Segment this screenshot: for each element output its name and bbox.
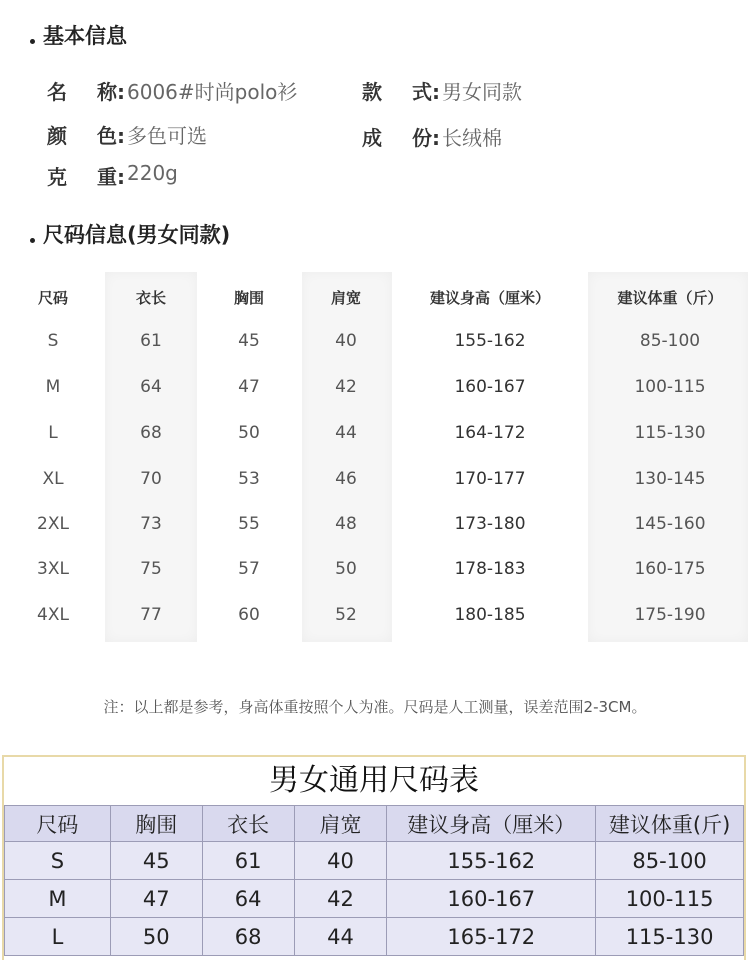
size-table-cell: 178-183	[454, 559, 526, 579]
size-table-header: 胸围	[233, 289, 265, 307]
size-table-cell: 48	[335, 514, 357, 534]
size-table-header: 肩宽	[330, 289, 362, 307]
general-table-cell: 165-172	[387, 918, 596, 956]
size-table-cell: 70	[140, 469, 162, 489]
general-table-cell: 40	[294, 842, 387, 880]
size-table-cell: 68	[140, 423, 162, 443]
size-table-cell: 40	[335, 331, 357, 351]
size-table-header: 尺码	[37, 289, 69, 307]
size-table-cell: 45	[238, 331, 260, 351]
size-table-cell: 160-167	[454, 377, 526, 397]
general-table-cell: 68	[202, 918, 294, 956]
size-table-cell: 180-185	[454, 605, 526, 625]
size-table-cell: S	[47, 331, 59, 351]
general-table-cell: 42	[294, 880, 387, 918]
basic-info-title: 基本信息	[30, 20, 127, 50]
size-table-cell: 42	[335, 377, 357, 397]
size-table-cell: 52	[335, 605, 357, 625]
general-table-cell: 85-100	[596, 842, 744, 880]
table-row	[5, 880, 744, 918]
size-table-cell: 170-177	[454, 469, 526, 489]
size-table-cell: 100-115	[634, 377, 706, 397]
column-stripe	[588, 272, 748, 642]
size-table-cell: 46	[335, 469, 357, 489]
size-table-cell: 145-160	[634, 514, 706, 534]
size-table-cell: 57	[238, 559, 260, 579]
general-table-header-row	[5, 806, 744, 842]
general-table-cell: M	[5, 880, 111, 918]
size-table-cell: 53	[238, 469, 260, 489]
size-table-header: 建议体重（斤）	[617, 289, 723, 307]
label-material: 成 份:	[362, 126, 440, 150]
size-table-cell: XL	[42, 469, 64, 489]
general-table-cell: 50	[110, 918, 202, 956]
value-style: 男女同款	[442, 80, 522, 104]
general-table-cell: 47	[110, 880, 202, 918]
label-weight: 克 重:	[47, 165, 125, 189]
table-row	[5, 842, 744, 880]
size-table-cell: 50	[335, 559, 357, 579]
size-table-cell: 85-100	[639, 331, 701, 351]
general-size-table	[2, 755, 746, 960]
general-table-header: 胸围	[110, 806, 202, 842]
value-weight: 220g	[127, 161, 178, 185]
value-name: 6006#时尚polo衫	[127, 80, 298, 104]
size-table-cell: 64	[140, 377, 162, 397]
size-table-cell: 50	[238, 423, 260, 443]
general-table-cell: 61	[202, 842, 294, 880]
label-name: 名 称:	[47, 80, 125, 104]
general-table-header: 肩宽	[294, 806, 387, 842]
column-stripe	[105, 272, 197, 642]
general-table-cell: 100-115	[596, 880, 744, 918]
size-table-cell: 115-130	[634, 423, 706, 443]
general-table-cell: 115-130	[596, 918, 744, 956]
size-table-cell: 44	[335, 423, 357, 443]
general-table-header: 尺码	[5, 806, 111, 842]
size-table-cell: 60	[238, 605, 260, 625]
size-table-cell: 173-180	[454, 514, 526, 534]
label-style: 款 式:	[362, 80, 440, 104]
size-table-cell: L	[48, 423, 58, 443]
size-table-cell: 73	[140, 514, 162, 534]
general-table-cell: 160-167	[387, 880, 596, 918]
general-table-cell: 44	[294, 918, 387, 956]
size-table-cell: 155-162	[454, 331, 526, 351]
size-table-cell: 47	[238, 377, 260, 397]
general-table-title: 男女通用尺码表	[4, 757, 744, 805]
general-table-cell: 155-162	[387, 842, 596, 880]
size-table-cell: 2XL	[37, 514, 69, 534]
size-table-cell: 130-145	[634, 469, 706, 489]
value-material: 长绒棉	[442, 126, 502, 150]
size-table-cell: M	[45, 377, 61, 397]
size-table-header: 建议身高（厘米）	[429, 289, 551, 307]
size-table-cell: 164-172	[454, 423, 526, 443]
size-table-cell: 55	[238, 514, 260, 534]
bullet-dot-icon	[30, 39, 35, 44]
size-note: 注：以上都是参考，身高体重按照个人为准。尺码是人工测量，误差范围2-3CM。	[103, 698, 647, 716]
size-table-cell: 4XL	[37, 605, 69, 625]
general-table-cell: 45	[110, 842, 202, 880]
size-table-cell: 160-175	[634, 559, 706, 579]
general-table-cell: 64	[202, 880, 294, 918]
general-table-header: 建议体重(斤)	[596, 806, 744, 842]
size-info-title: 尺码信息(男女同款)	[30, 219, 230, 249]
general-size-grid	[4, 805, 744, 956]
size-table-cell: 61	[140, 331, 162, 351]
size-table-cell: 3XL	[37, 559, 69, 579]
size-table-cell: 175-190	[634, 605, 706, 625]
value-color: 多色可选	[127, 124, 207, 148]
bullet-dot-icon	[30, 238, 35, 243]
general-table-cell: S	[5, 842, 111, 880]
general-table-cell: L	[5, 918, 111, 956]
general-table-header: 衣长	[202, 806, 294, 842]
label-color: 颜 色:	[47, 124, 125, 148]
size-table-cell: 75	[140, 559, 162, 579]
general-table-header: 建议身高（厘米）	[387, 806, 596, 842]
size-table-header: 衣长	[135, 289, 167, 307]
table-row	[5, 918, 744, 956]
size-table-cell: 77	[140, 605, 162, 625]
column-stripe	[302, 272, 392, 642]
